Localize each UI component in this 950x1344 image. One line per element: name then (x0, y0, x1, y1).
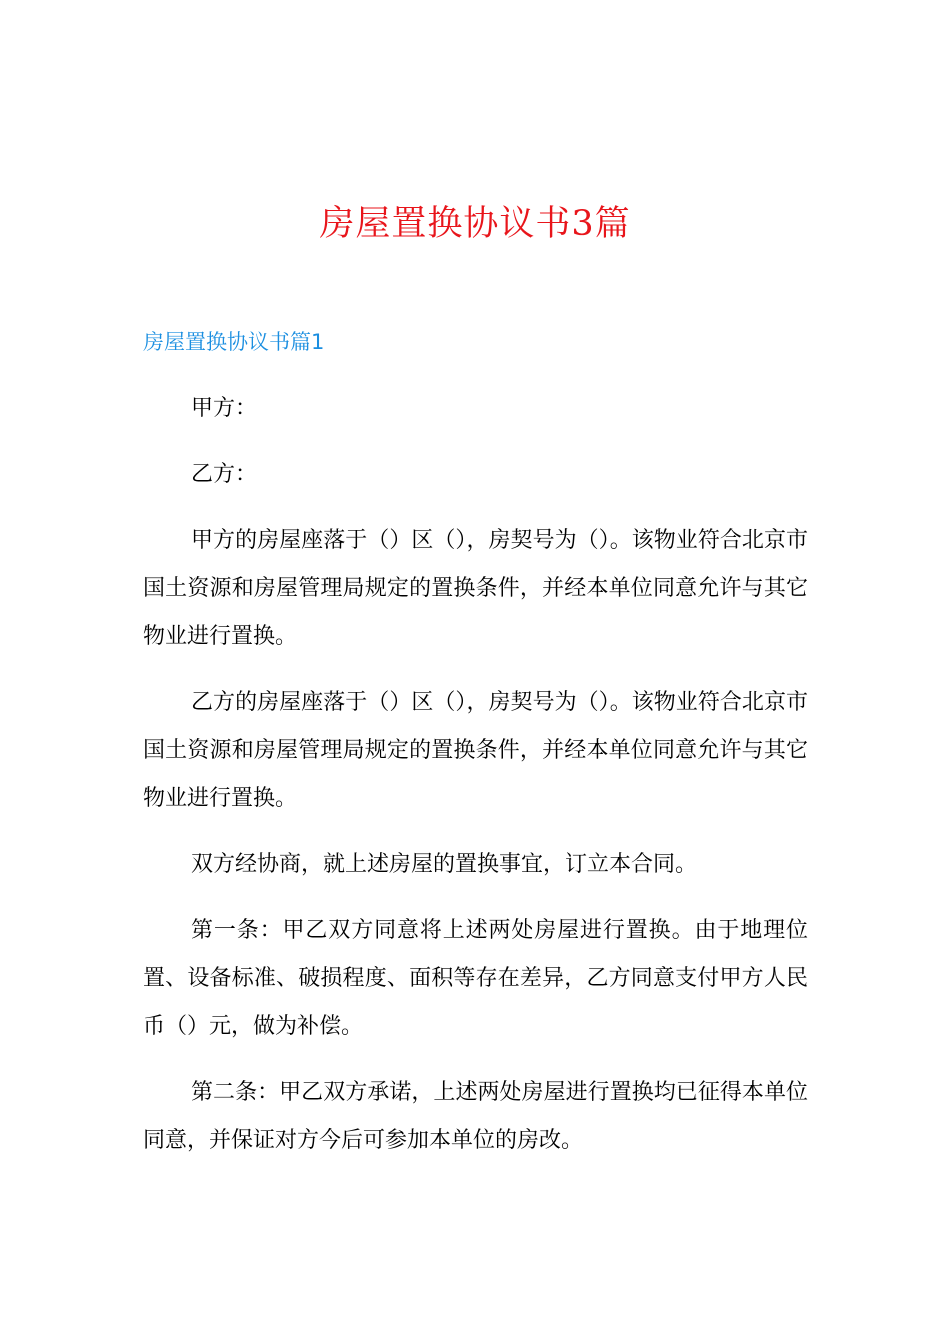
document-body (143, 385, 808, 1183)
party-b-line: 乙方： (191, 462, 258, 487)
party-a-line: 甲方： (191, 396, 258, 421)
paragraph-party-b-property: 乙方的房屋座落于（）区（），房契号为（）。该物业符合北京市国土资源和房屋管理局规定的置换条件，并经本单位同意允许与其它物业进行置换。 (143, 690, 808, 811)
paragraph-agreement-intro: 双方经协商，就上述房屋的置换事宜，订立本合同。 (191, 852, 698, 877)
document-title: 房屋置换协议书3篇 (319, 204, 631, 244)
paragraph-party-a-property: 甲方的房屋座落于（）区（），房契号为（）。该物业符合北京市国土资源和房屋管理局规定的置换条件，并经本单位同意允许与其它物业进行置换。 (143, 528, 808, 649)
paragraph-article-2: 第二条：甲乙双方承诺，上述两处房屋进行置换均已征得本单位同意，并保证对方今后可参加本单位的房改。 (143, 1080, 808, 1153)
section-heading: 房屋置换协议书篇1 (143, 330, 325, 354)
paragraph-article-1: 第一条：甲乙双方同意将上述两处房屋进行置换。由于地理位置、设备标准、破损程度、面积等存在差异，乙方同意支付甲方人民币（）元，做为补偿。 (143, 918, 808, 1039)
